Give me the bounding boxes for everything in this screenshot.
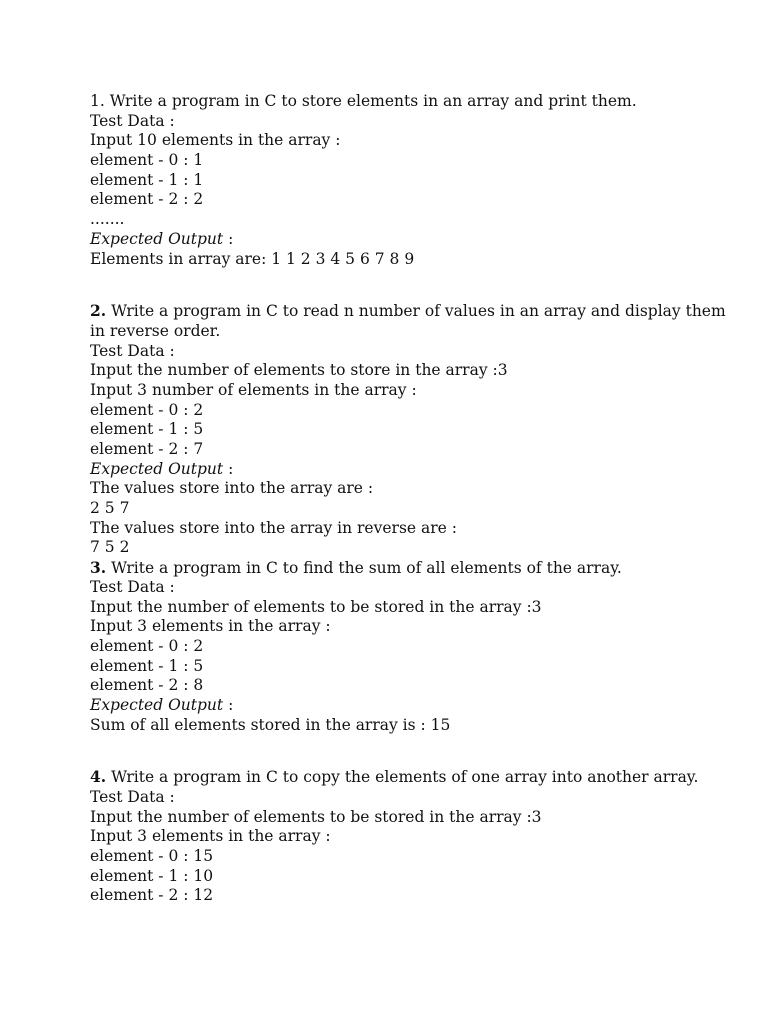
exercise-3-number: 3. xyxy=(90,558,107,578)
exercise-3 xyxy=(90,558,730,735)
document-page xyxy=(90,92,730,906)
expected-output-label: Expected Output xyxy=(90,459,224,478)
input-line: Input the number of elements to be stored in the array :3 xyxy=(90,597,542,616)
output-line: The values store into the array in reverse are : xyxy=(90,518,457,537)
input-line: Input 3 number of elements in the array : xyxy=(90,380,417,399)
exercise-2-number: 2. xyxy=(90,301,107,321)
exercise-4-question-text: Write a program in C to copy the elements of one array into another array. xyxy=(106,768,699,787)
spacer xyxy=(90,269,730,301)
expected-output-heading xyxy=(90,230,730,250)
output-line: Sum of all elements stored in the array is : 15 xyxy=(90,715,451,734)
input-line: Input 3 elements in the array : xyxy=(90,617,331,636)
input-line: element - 1 : 1 xyxy=(90,170,204,189)
test-data-label: Test Data : xyxy=(90,111,175,130)
expected-output-colon: : xyxy=(223,695,234,714)
exercise-2 xyxy=(90,301,730,558)
exercise-2-question-text: Write a program in C to read n number of values in an array and display them in reverse order. xyxy=(90,302,726,340)
output-line: 7 5 2 xyxy=(90,538,130,557)
input-line: Input 3 elements in the array : xyxy=(90,827,331,846)
exercise-1-number: 1. xyxy=(90,92,105,110)
input-line: element - 0 : 15 xyxy=(90,847,214,866)
output-line: Elements in array are: 1 1 2 3 4 5 6 7 8 9 xyxy=(90,249,415,268)
output-line: The values store into the array are : xyxy=(90,479,374,498)
exercise-4 xyxy=(90,767,730,906)
expected-output-colon: : xyxy=(223,459,234,478)
exercise-4-question xyxy=(90,767,730,788)
test-data-label: Test Data : xyxy=(90,341,175,360)
input-line: element - 2 : 7 xyxy=(90,440,204,459)
input-line: element - 2 : 12 xyxy=(90,886,214,905)
input-line: element - 0 : 1 xyxy=(90,151,204,170)
exercise-3-question xyxy=(90,558,730,578)
input-line: Input the number of elements to store in the array :3 xyxy=(90,361,508,380)
exercise-4-number: 4. xyxy=(90,767,107,787)
expected-output-label: Expected Output xyxy=(90,229,224,248)
input-line: element - 1 : 5 xyxy=(90,656,204,675)
input-line: element - 1 : 10 xyxy=(90,866,214,885)
input-line: element - 2 : 8 xyxy=(90,676,204,695)
input-line: Input 10 elements in the array : xyxy=(90,131,341,150)
exercise-1 xyxy=(90,92,730,269)
input-line: ....... xyxy=(90,210,125,229)
input-line: element - 1 : 5 xyxy=(90,420,204,439)
exercise-2-question xyxy=(90,301,730,341)
expected-output-colon: : xyxy=(223,229,234,248)
exercise-1-question xyxy=(90,92,730,112)
input-line: element - 2 : 2 xyxy=(90,190,204,209)
expected-output-heading xyxy=(90,696,730,716)
output-line: 2 5 7 xyxy=(90,499,130,518)
input-line: element - 0 : 2 xyxy=(90,636,204,655)
input-line: element - 0 : 2 xyxy=(90,400,204,419)
spacer xyxy=(90,735,730,767)
exercise-1-question-text: Write a program in C to store elements in an array and print them. xyxy=(104,92,637,110)
expected-output-heading xyxy=(90,460,730,480)
test-data-label: Test Data : xyxy=(90,788,175,807)
exercise-3-question-text: Write a program in C to find the sum of all elements of the array. xyxy=(106,559,622,578)
expected-output-label: Expected Output xyxy=(90,695,224,714)
test-data-label: Test Data : xyxy=(90,577,175,596)
input-line: Input the number of elements to be stored in the array :3 xyxy=(90,807,542,826)
